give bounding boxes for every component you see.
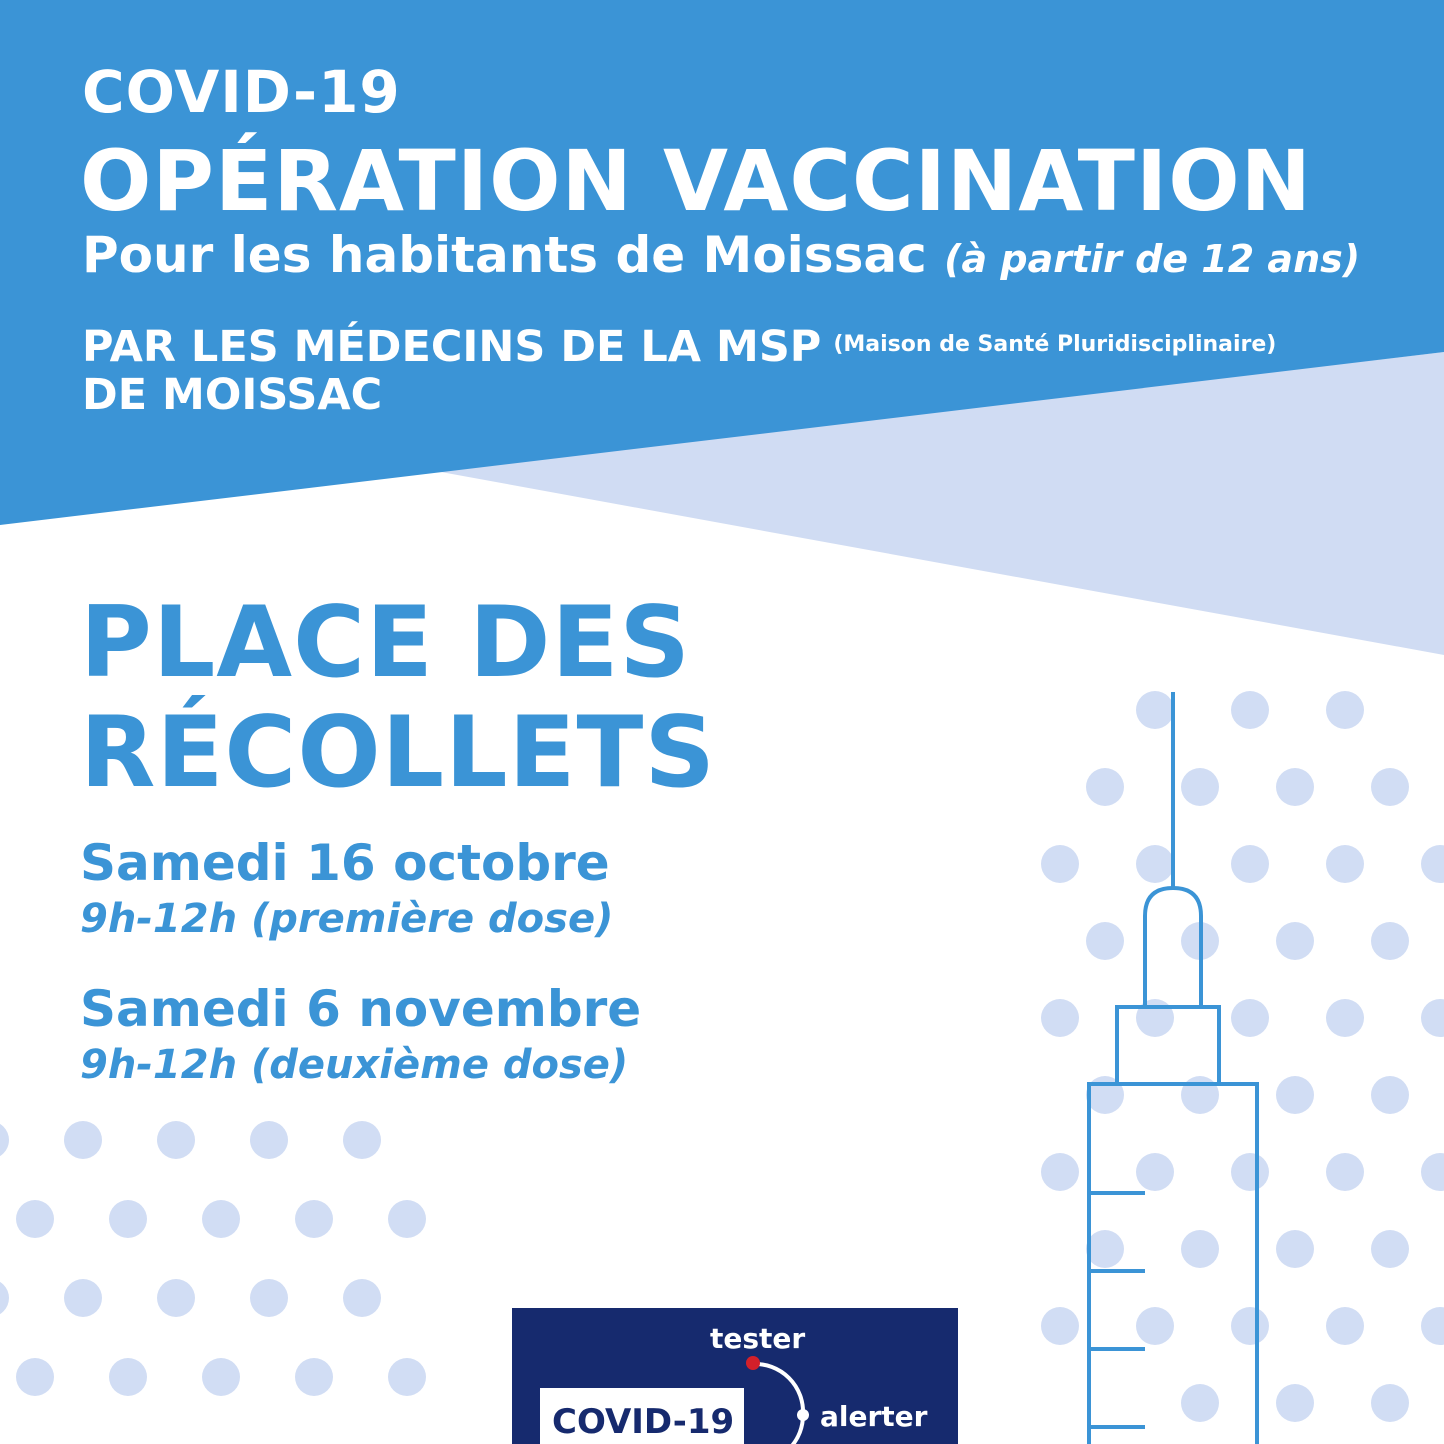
decorative-dot xyxy=(295,1358,333,1396)
decorative-dot xyxy=(1041,845,1079,883)
decorative-dot xyxy=(1276,1076,1314,1114)
decorative-dot xyxy=(16,1358,54,1396)
decorative-dot xyxy=(1181,1076,1219,1114)
decorative-dot xyxy=(157,1279,195,1317)
location-line-1: PLACE DES xyxy=(80,586,691,700)
tousanticovid-logo xyxy=(512,1308,958,1444)
decorative-dot xyxy=(1326,1153,1364,1191)
date-2: Samedi 6 novembre xyxy=(80,980,642,1038)
logo-badge-text: COVID-19 xyxy=(552,1402,735,1442)
decorative-dot xyxy=(1371,1230,1409,1268)
decorative-dot xyxy=(1231,1307,1269,1345)
decorative-dot xyxy=(1421,1307,1444,1345)
decorative-dot xyxy=(1041,1153,1079,1191)
decorative-dot xyxy=(109,1200,147,1238)
decorative-dot xyxy=(1326,691,1364,729)
decorative-dot xyxy=(1181,1384,1219,1422)
decorative-dot xyxy=(1326,845,1364,883)
dot-pattern-right xyxy=(1041,691,1444,1422)
age-note: (à partir de 12 ans) xyxy=(944,237,1361,281)
decorative-dot xyxy=(343,1121,381,1159)
decorative-dot xyxy=(1041,1307,1079,1345)
msp-note: (Maison de Santé Pluridisciplinaire) xyxy=(833,332,1277,357)
decorative-dot xyxy=(1371,922,1409,960)
decorative-dot xyxy=(1086,1230,1124,1268)
decorative-dot xyxy=(343,1279,381,1317)
decorative-dot xyxy=(1231,999,1269,1037)
decorative-dot xyxy=(1136,845,1174,883)
decorative-dot xyxy=(388,1200,426,1238)
decorative-dot xyxy=(0,1279,9,1317)
decorative-dot xyxy=(202,1358,240,1396)
decorative-dot xyxy=(1326,999,1364,1037)
decorative-dot xyxy=(1276,1230,1314,1268)
decorative-dot xyxy=(1136,691,1174,729)
decorative-dot xyxy=(1421,1153,1444,1191)
location-line-2: RÉCOLLETS xyxy=(80,696,716,810)
logo-tester-text: tester xyxy=(710,1322,806,1355)
decorative-dot xyxy=(1231,1153,1269,1191)
decorative-dot xyxy=(1086,768,1124,806)
by-line xyxy=(82,322,1276,372)
decorative-dot xyxy=(16,1200,54,1238)
decorative-dot xyxy=(1136,1307,1174,1345)
decorative-dot xyxy=(202,1200,240,1238)
decorative-dot xyxy=(1326,1307,1364,1345)
decorative-dot xyxy=(109,1358,147,1396)
covid-label: COVID-19 xyxy=(82,58,401,126)
time-1: 9h-12h (première dose) xyxy=(80,896,614,942)
decorative-dot xyxy=(250,1121,288,1159)
decorative-dot xyxy=(1371,1076,1409,1114)
decorative-dot xyxy=(250,1279,288,1317)
time-2: 9h-12h (deuxième dose) xyxy=(80,1042,629,1088)
by-line-2: DE MOISSAC xyxy=(82,370,383,420)
decorative-dot xyxy=(1276,1384,1314,1422)
decorative-dot xyxy=(295,1200,333,1238)
decorative-dot xyxy=(64,1279,102,1317)
decorative-dot xyxy=(1086,922,1124,960)
decorative-dot xyxy=(0,1121,9,1159)
subtitle-text: Pour les habitants de Moissac xyxy=(82,226,927,284)
decorative-dot xyxy=(1136,1153,1174,1191)
decorative-dot xyxy=(64,1121,102,1159)
decorative-dot xyxy=(1231,845,1269,883)
decorative-dot xyxy=(1041,999,1079,1037)
dot-pattern-left xyxy=(0,1121,426,1396)
logo-alerter-text: alerter xyxy=(820,1400,928,1433)
by-line-text: PAR LES MÉDECINS DE LA MSP xyxy=(82,322,822,372)
decorative-dot xyxy=(1181,768,1219,806)
decorative-dot xyxy=(388,1358,426,1396)
decorative-dot xyxy=(1181,1230,1219,1268)
main-title: OPÉRATION VACCINATION xyxy=(80,132,1312,230)
subtitle xyxy=(82,226,1360,284)
decorative-dot xyxy=(1421,845,1444,883)
decorative-dot xyxy=(1231,691,1269,729)
decorative-dot xyxy=(1136,999,1174,1037)
decorative-dot xyxy=(1371,1384,1409,1422)
decorative-dot xyxy=(157,1121,195,1159)
date-1: Samedi 16 octobre xyxy=(80,834,610,892)
logo-badge xyxy=(540,1388,744,1444)
decorative-dot xyxy=(1421,999,1444,1037)
decorative-dot xyxy=(1276,768,1314,806)
decorative-dot xyxy=(1371,768,1409,806)
decorative-dot xyxy=(1276,922,1314,960)
